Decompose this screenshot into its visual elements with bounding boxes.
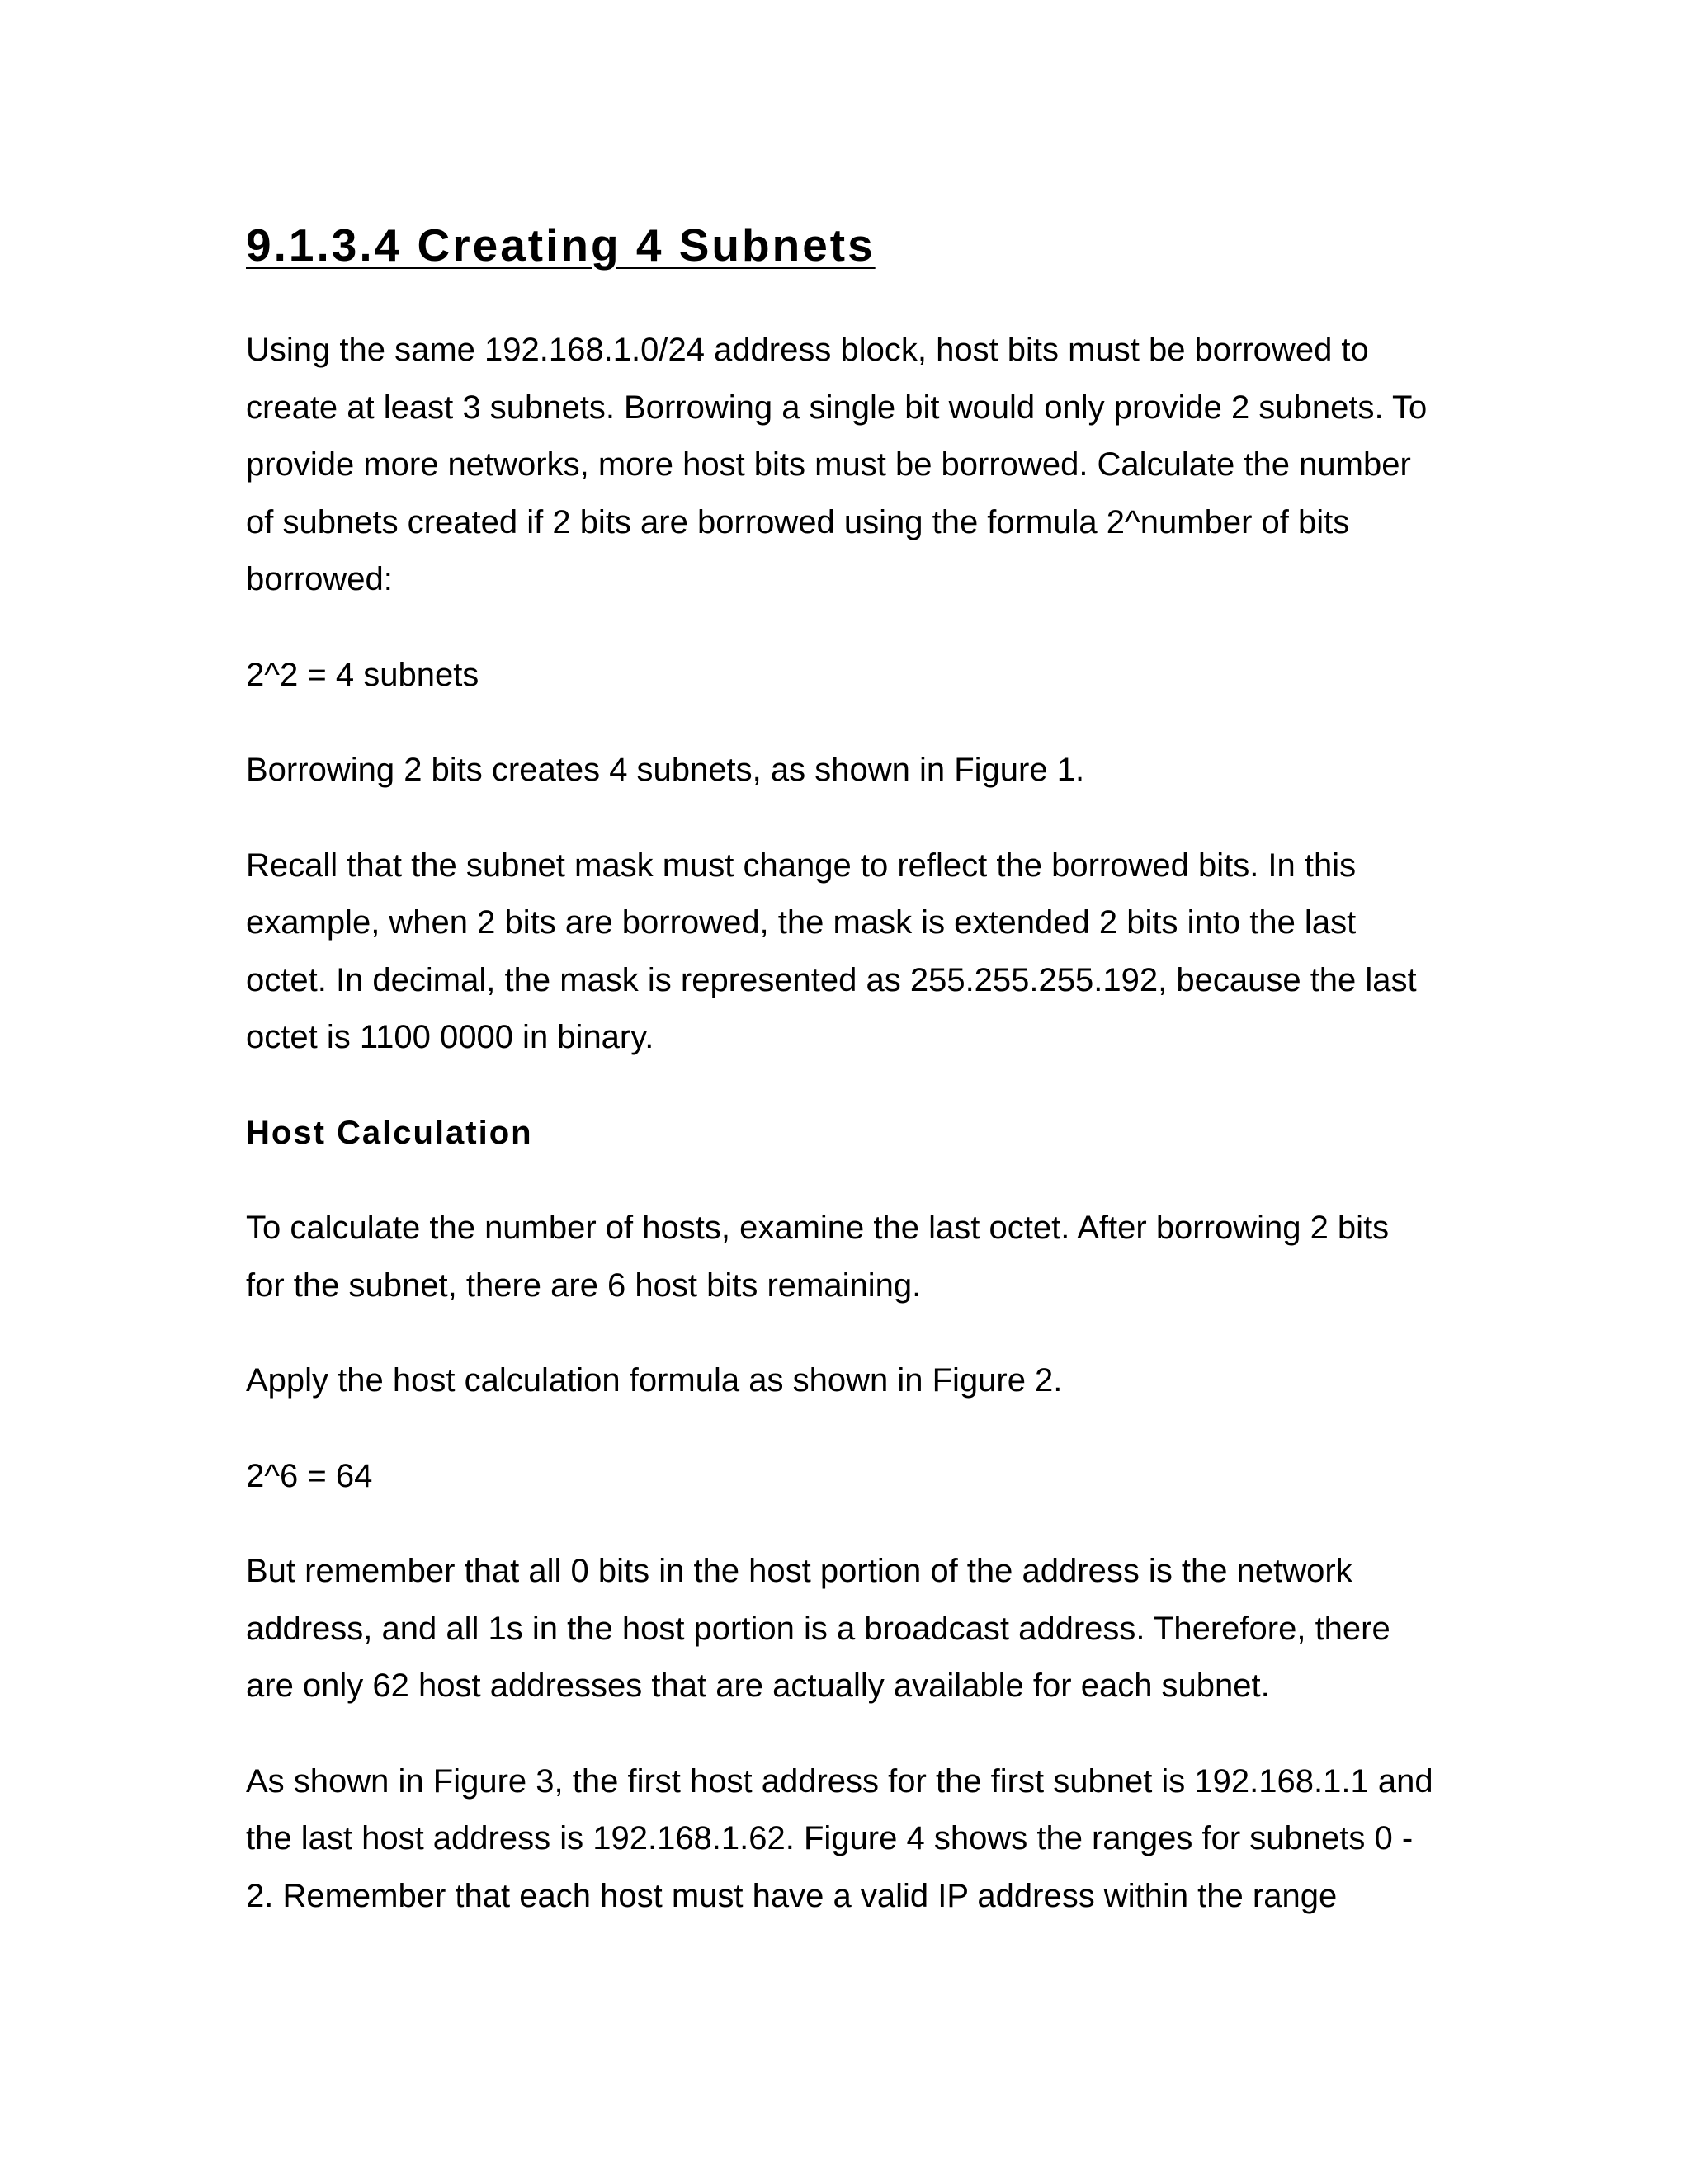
text-line: of subnets created if 2 bits are borrowed using the formula 2^number of bits <box>246 503 1350 540</box>
text-line: 2. Remember that each host must have a valid IP address within the range <box>246 1877 1338 1914</box>
paragraph-subnet-mask <box>246 837 1451 1067</box>
paragraph-usable-hosts <box>246 1543 1451 1715</box>
text-line: Using the same 192.168.1.0/24 address block, host bits must be borrowed to <box>246 332 1369 368</box>
text-line: the last host address is 192.168.1.62. Figure 4 shows the ranges for subnets 0 - <box>246 1820 1414 1856</box>
section-heading-host-calculation: Host Calculation <box>246 1114 533 1151</box>
text-line: address, and all 1s in the host portion is a broadcast address. Therefore, there <box>246 1610 1390 1647</box>
text-line: Recall that the subnet mask must change to reflect the borrowed bits. In this <box>246 847 1357 884</box>
paragraph-host-ranges <box>246 1753 1451 1926</box>
text-line: octet. In decimal, the mask is represented as 255.255.255.192, because the last <box>246 961 1417 998</box>
formula-hosts: 2^6 = 64 <box>246 1457 373 1494</box>
text-line: are only 62 host addresses that are actually available for each subnet. <box>246 1667 1270 1704</box>
text-line: As shown in Figure 3, the first host address for the first subnet is 192.168.1.1 and <box>246 1762 1433 1800</box>
text-line: octet is 1100 0000 in binary. <box>246 1019 654 1055</box>
text-line: create at least 3 subnets. Borrowing a single bit would only provide 2 subnets. To <box>246 389 1428 426</box>
text-line: But remember that all 0 bits in the host portion of the address is the network <box>246 1553 1352 1589</box>
paragraph-figure-1: Borrowing 2 bits creates 4 subnets, as shown in Figure 1. <box>246 752 1085 788</box>
formula-subnets: 2^2 = 4 subnets <box>246 656 479 693</box>
text-line: To calculate the number of hosts, examine the last octet. After borrowing 2 bits <box>246 1210 1390 1246</box>
text-line: for the subnet, there are 6 host bits remaining. <box>246 1267 922 1304</box>
text-line: example, when 2 bits are borrowed, the mask is extended 2 bits into the last <box>246 904 1357 941</box>
paragraph-host-bits <box>246 1200 1451 1314</box>
paragraph-intro <box>246 322 1451 609</box>
page-title: 9.1.3.4 Creating 4 Subnets <box>246 219 876 271</box>
document-body <box>246 322 1451 1963</box>
paragraph-figure-2: Apply the host calculation formula as shown in Figure 2. <box>246 1362 1063 1399</box>
text-line: borrowed: <box>246 561 393 597</box>
text-line: provide more networks, more host bits must be borrowed. Calculate the number <box>246 446 1411 483</box>
